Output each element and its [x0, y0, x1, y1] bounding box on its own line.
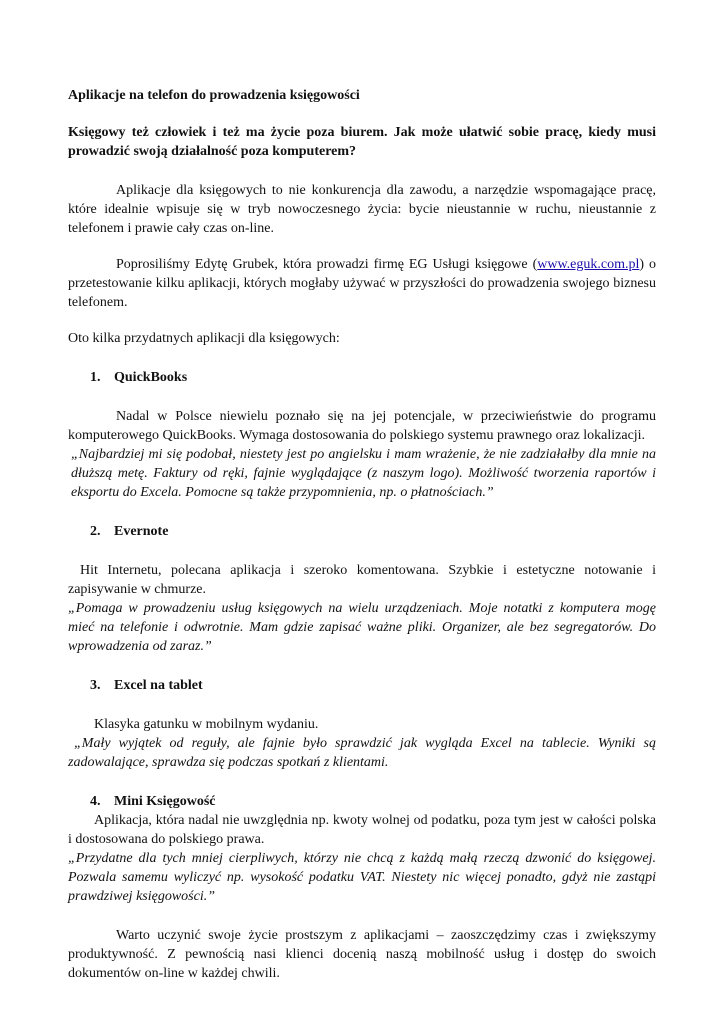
app-heading-excel: [90, 676, 656, 695]
document-title: Aplikacje na telefon do prowadzenia księgowości: [68, 88, 360, 103]
app-heading-evernote: [90, 522, 656, 541]
app-number: 4.: [90, 794, 101, 809]
closing-paragraph: Warto uczynić swoje życie prostszym z aplikacjami – zaoszczędzimy czas i zwiększymy produktywność. Z pewnością nasi klienci docenią naszą mobilność usług i dostęp do swoich dokumentów on-line w każdej chwili.: [68, 928, 656, 981]
app-heading-quickbooks: [90, 368, 656, 387]
app-name: Excel na tablet: [114, 678, 203, 693]
invite-paragraph: [68, 255, 656, 312]
app-number: 3.: [90, 678, 101, 693]
app-description-excel: Klasyka gatunku w mobilnym wydaniu.: [94, 717, 319, 732]
app-description-mini-ksiegowosc: Aplikacja, która nadal nie uwzględnia np. kwoty wolnej od podatku, poza tym jest w całości polska i dostosowana do polskiego prawa.: [68, 813, 656, 847]
eguk-link[interactable]: www.eguk.com.pl: [537, 257, 640, 272]
invite-text-before: Poprosiliśmy Edytę Grubek, która prowadzi firmę EG Usługi księgowe (: [116, 257, 538, 272]
app-quote-excel: „Mały wyjątek od reguły, ale fajnie było sprawdzić jak wygląda Excel na tablecie. Wyniki są zadowalające, sprawdza się podczas spotkań z klientami.: [68, 736, 656, 770]
list-intro: Oto kilka przydatnych aplikacji dla księgowych:: [68, 331, 340, 346]
app-quote-evernote: „Pomaga w prowadzeniu usług księgowych na wielu urządzeniach. Moje notatki z komputera mogę mieć na telefonie i odwrotnie. Mam gdzie zapisać ważne pliki. Organizer, ale bez segregatorów. Do wprowadzenia od zaraz.”: [68, 601, 656, 654]
intro-paragraph: Aplikacje dla księgowych to nie konkurencja dla zawodu, a narzędzie wspomagające pracę, które idealnie wpisuje się w tryb nowoczesnego życia: bycie nieustannie w ruchu, nieustannie z telefonem i prawie cały czas on-line.: [68, 183, 656, 236]
app-heading-mini-ksiegowosc: [90, 792, 656, 811]
app-quote-quickbooks: „Najbardziej mi się podobał, niestety jest po angielsku i mam wrażenie, że nie zadziałałby dla mnie na dłuższą metę. Faktury od ręki, fajnie wyglądające (z naszym logo). Możliwość tworzenia raportów i eksportu do Excela. Pomocne są także przypomnienia, np. o płatnościach.”: [71, 447, 656, 500]
app-number: 1.: [90, 370, 101, 385]
invite-text-after: ) o przetestowanie kilku aplikacji, których mogłaby używać w przyszłości do prowadzenia swojego biznesu telefonem.: [68, 257, 656, 310]
lead-paragraph: Księgowy też człowiek i też ma życie poza biurem. Jak może ułatwić sobie pracę, kiedy musi prowadzić swoją działalność poza komputerem?: [68, 125, 656, 159]
app-quote-mini-ksiegowosc: „Przydatne dla tych mniej cierpliwych, którzy nie chcą z każdą małą rzeczą dzwonić do księgowej. Pozwala samemu wyliczyć np. wysokość podatku VAT. Niestety nic więcej ponadto, gdyż nie zastąpi prawdziwej księgowości.”: [68, 851, 656, 904]
app-name: QuickBooks: [114, 370, 188, 385]
app-number: 2.: [90, 524, 101, 539]
app-name: Evernote: [114, 524, 169, 539]
app-description-quickbooks: Nadal w Polsce niewielu poznało się na jej potencjale, w przeciwieństwie do programu komputerowego QuickBooks. Wymaga dostosowania do polskiego systemu prawnego oraz lokalizacji.: [68, 409, 656, 443]
document-body: [68, 86, 656, 1000]
app-description-evernote: Hit Internetu, polecana aplikacja i szeroko komentowana. Szybkie i estetyczne notowanie i zapisywanie w chmurze.: [68, 563, 656, 597]
app-name: Mini Księgowość: [114, 794, 216, 809]
